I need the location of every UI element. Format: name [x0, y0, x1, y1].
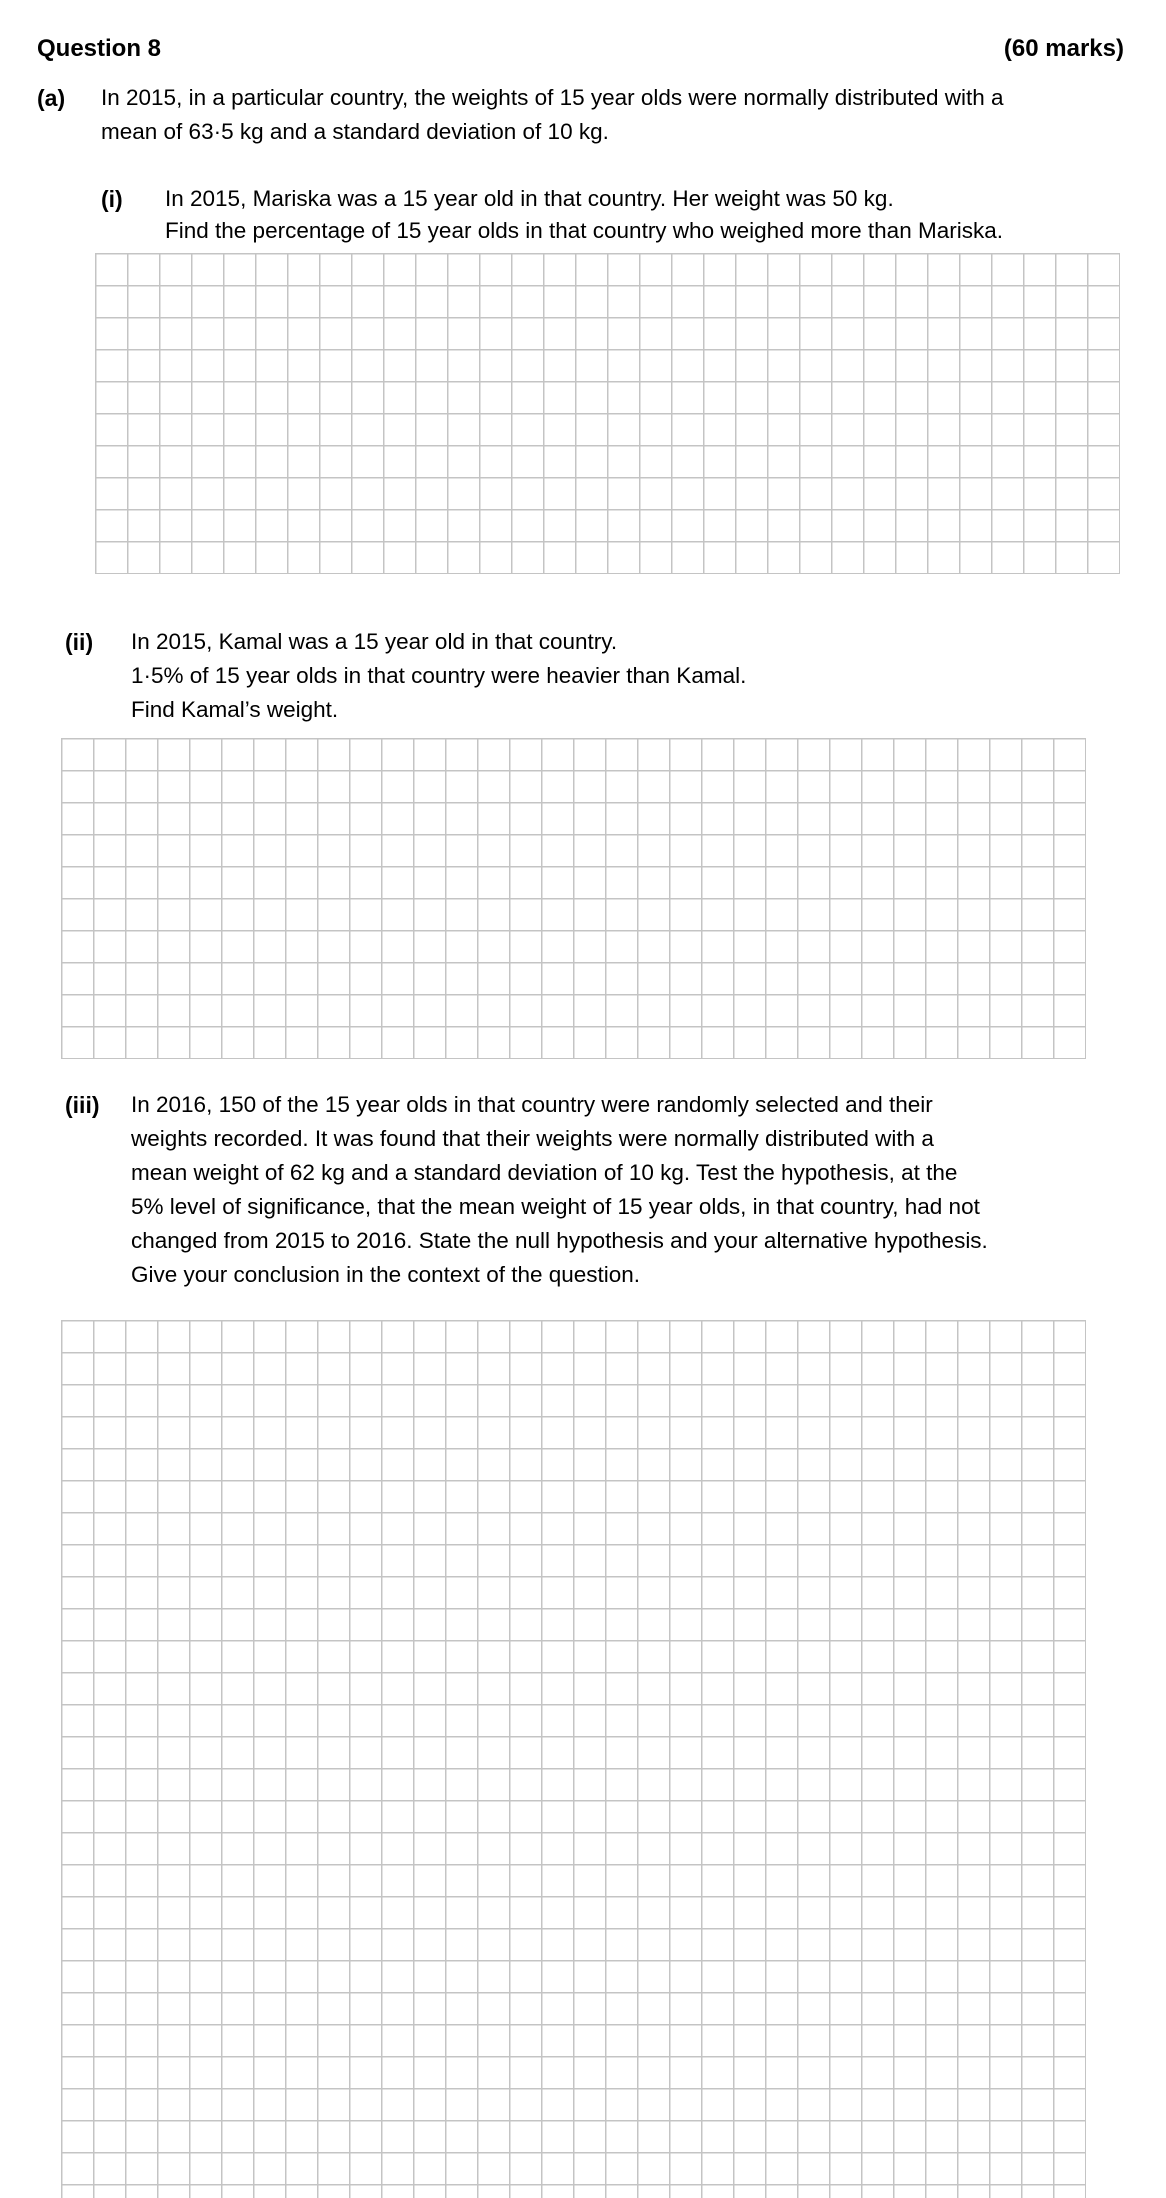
- sub-ii-line-1: In 2015, Kamal was a 15 year old in that country.: [131, 629, 618, 654]
- sub-i-line-2: Find the percentage of 15 year olds in that country who weighed more than Mariska.: [165, 218, 1003, 243]
- sub-ii-label: (ii): [65, 629, 94, 655]
- sub-iii-line-1: In 2016, 150 of the 15 year olds in that country were randomly selected and their: [131, 1092, 933, 1117]
- sub-iii-line-6: Give your conclusion in the context of the question.: [131, 1262, 641, 1287]
- answer-grid-ii[interactable]: [61, 738, 1086, 1059]
- sub-iii-line-3: mean weight of 62 kg and a standard deviation of 10 kg. Test the hypothesis, at the: [131, 1160, 958, 1185]
- sub-iii-line-4: 5% level of significance, that the mean weight of 15 year olds, in that country, had not: [131, 1194, 980, 1219]
- question-marks: (60 marks): [1003, 35, 1124, 62]
- sub-iii-line-5: changed from 2015 to 2016. State the null hypothesis and your alternative hypothesis.: [131, 1228, 988, 1253]
- answer-grid-i[interactable]: [95, 253, 1120, 574]
- question-title: Question 8: [37, 35, 162, 62]
- sub-iii-label: (iii): [65, 1092, 100, 1118]
- sub-iii-line-2: weights recorded. It was found that their weights were normally distributed with a: [131, 1126, 934, 1151]
- sub-i-label: (i): [101, 186, 123, 212]
- sub-ii-line-2: 1·5% of 15 year olds in that country were heavier than Kamal.: [131, 663, 747, 688]
- answer-grid-iii[interactable]: [61, 1320, 1086, 2198]
- part-a-line-2: mean of 63·5 kg and a standard deviation of 10 kg.: [101, 119, 609, 144]
- part-a-line-1: In 2015, in a particular country, the weights of 15 year olds were normally distributed with a: [101, 85, 1004, 110]
- sub-ii-line-3: Find Kamal’s weight.: [131, 697, 339, 722]
- sub-i-line-1: In 2015, Mariska was a 15 year old in that country. Her weight was 50 kg.: [165, 186, 894, 211]
- part-a-label: (a): [37, 85, 66, 111]
